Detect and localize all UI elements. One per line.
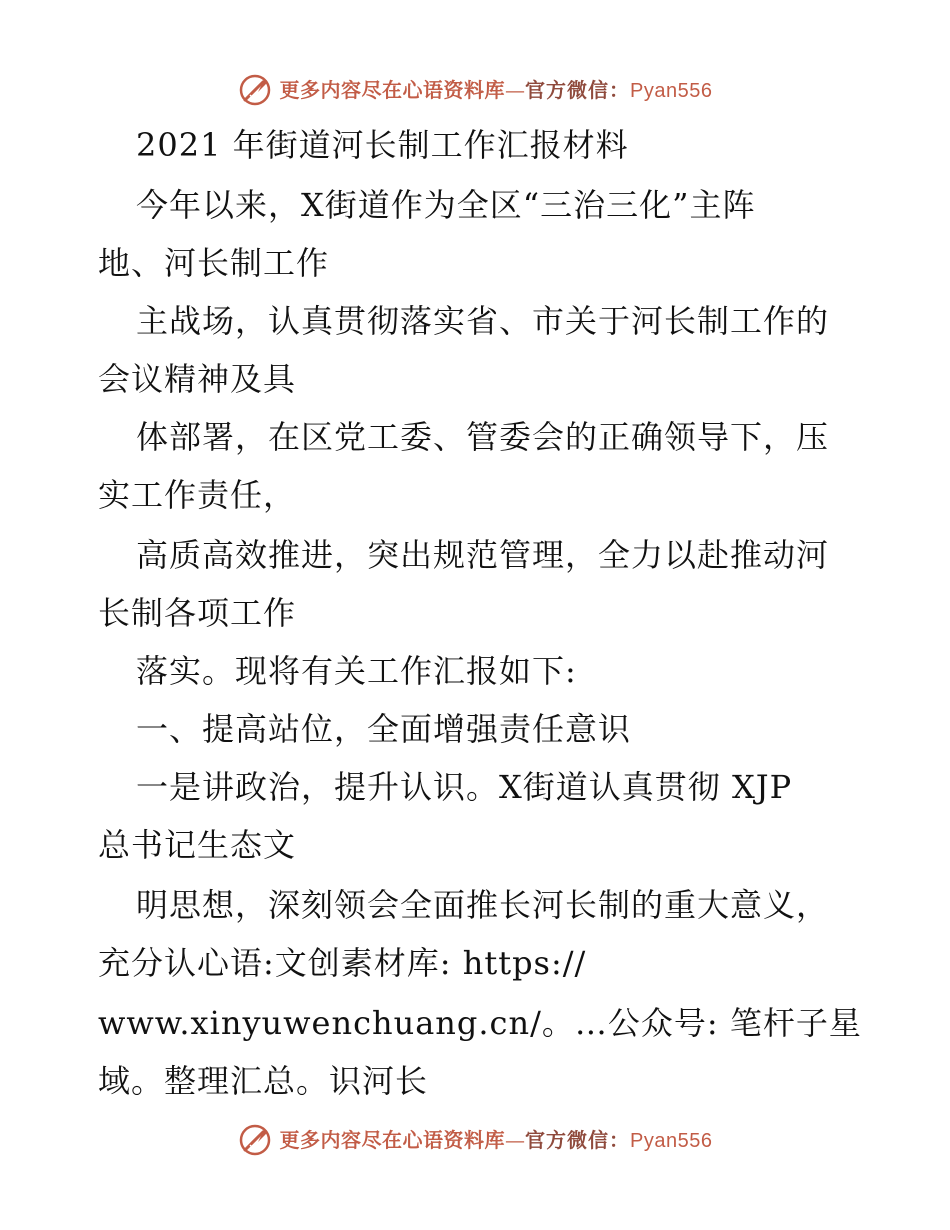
document-title: 2021 年街道河长制工作汇报材料 xyxy=(136,126,629,164)
section-heading: 一、提高站位，全面增强责任意识 xyxy=(136,710,632,748)
paragraph-line: 总书记生态文 xyxy=(98,826,297,864)
paragraph-line: 一是讲政治，提升认识。X街道认真贯彻 XJP xyxy=(136,768,793,806)
header-watermark-banner xyxy=(0,70,950,110)
paragraph-line: 主战场，认真贯彻落实省、市关于河长制工作的 xyxy=(136,302,830,340)
paragraph-line: 体部署，在区党工委、管委会的正确领导下，压 xyxy=(136,418,830,456)
watermark-separator: — xyxy=(505,77,526,102)
paragraph-line: 域。整理汇总。识河长 xyxy=(98,1062,429,1100)
paragraph-line: www.xinyuwenchuang.cn/。…公众号: 笔杆子星 xyxy=(98,1004,862,1042)
paragraph-line: 明思想，深刻领会全面推长河长制的重大意义， xyxy=(136,886,830,924)
watermark-wechat-label: 官方微信： xyxy=(525,1127,631,1152)
paragraph-line: 地、河长制工作 xyxy=(98,244,330,282)
footer-watermark-banner xyxy=(0,1120,950,1160)
paragraph-line: 高质高效推进，突出规范管理，全力以赴推动河 xyxy=(136,536,830,574)
watermark-separator: — xyxy=(505,1127,526,1152)
paragraph-line: 实工作责任， xyxy=(98,476,297,514)
watermark-text xyxy=(279,77,713,102)
paragraph-line: 落实。现将有关工作汇报如下: xyxy=(136,652,577,690)
paragraph-line: 会议精神及具 xyxy=(98,360,297,398)
watermark-wechat-id: Pyan556 xyxy=(630,1129,713,1152)
watermark-main-text: 更多内容尽在心语资料库 xyxy=(279,77,506,102)
quill-pen-logo-icon xyxy=(238,1123,272,1157)
watermark-wechat-label: 官方微信： xyxy=(525,77,631,102)
quill-pen-logo-icon xyxy=(238,73,272,107)
watermark-text xyxy=(279,1127,713,1152)
paragraph-line: 长制各项工作 xyxy=(98,594,297,632)
paragraph-line: 充分认心语:文创素材库: https:// xyxy=(98,944,587,982)
paragraph-line: 今年以来，X街道作为全区“三治三化”主阵 xyxy=(136,186,756,224)
watermark-main-text: 更多内容尽在心语资料库 xyxy=(279,1127,506,1152)
watermark-wechat-id: Pyan556 xyxy=(630,79,713,102)
